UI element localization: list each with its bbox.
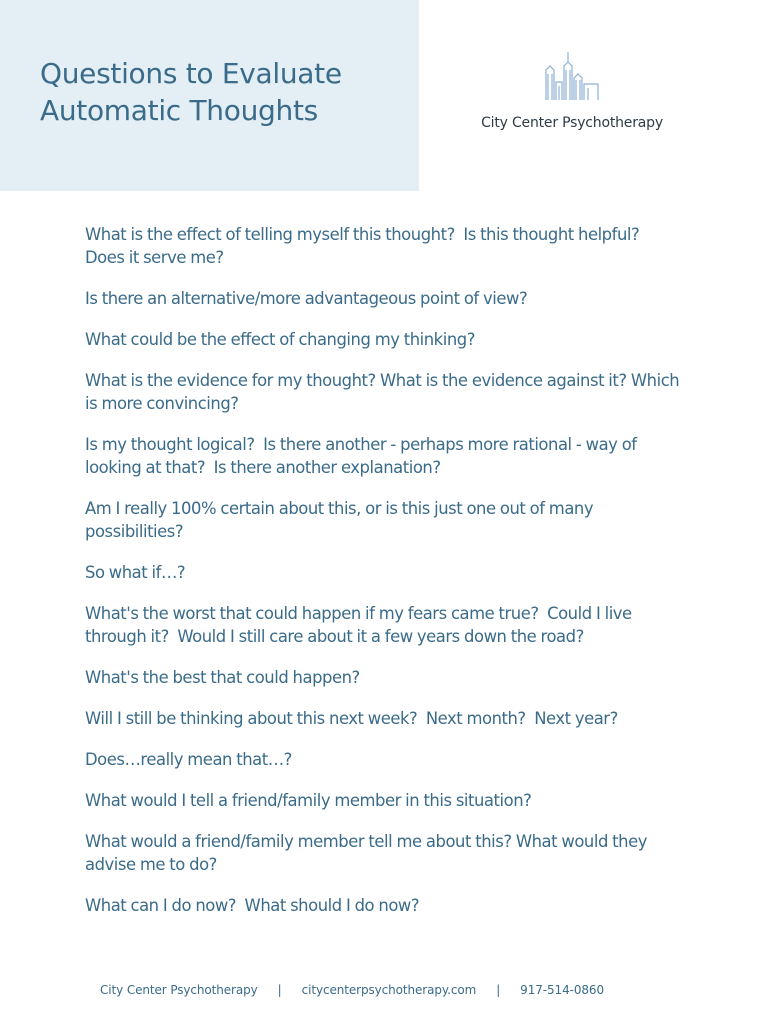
question-item: Is my thought logical? Is there another - perhaps more rational - way of looking at that? Is there another explanation?	[85, 435, 641, 477]
question-item: What's the worst that could happen if my fears came true? Could I live through it? Would I still care about it a few years down the road?	[85, 604, 636, 646]
question-item: What's the best that could happen?	[85, 668, 360, 687]
footer	[100, 983, 604, 997]
question-item: What is the effect of telling myself this thought? Is this thought helpful? Does it serve me?	[85, 225, 648, 267]
footer-phone: 917-514-0860	[520, 983, 604, 997]
question-item: Is there an alternative/more advantageous point of view?	[85, 289, 528, 308]
footer-separator: |	[277, 983, 282, 997]
question-item: What can I do now? What should I do now?	[85, 896, 420, 915]
question-item: Am I really 100% certain about this, or is this just one out of many possibilities?	[85, 499, 598, 541]
question-item: Will I still be thinking about this next week? Next month? Next year?	[85, 709, 618, 728]
footer-website: citycenterpsychotherapy.com	[301, 983, 477, 997]
question-item: What would I tell a friend/family member in this situation?	[85, 791, 532, 810]
brand-name: City Center Psychotherapy	[481, 115, 663, 131]
header-panel	[0, 0, 419, 191]
footer-separator: |	[496, 983, 501, 997]
page-title-line-1: Questions to Evaluate	[40, 57, 342, 90]
question-item: What would a friend/family member tell me about this? What would they advise me to do?	[85, 832, 652, 874]
city-skyline-icon	[542, 48, 602, 104]
footer-name: City Center Psychotherapy	[100, 983, 258, 997]
question-item: So what if…?	[85, 563, 186, 582]
question-item: Does…really mean that…?	[85, 750, 292, 769]
page-title	[40, 55, 342, 129]
question-item: What is the evidence for my thought? What is the evidence against it? Which is more convincing?	[85, 371, 684, 413]
brand-logo	[472, 48, 672, 131]
question-item: What could be the effect of changing my thinking?	[85, 330, 475, 349]
page-title-line-2: Automatic Thoughts	[40, 94, 318, 127]
question-list	[85, 223, 685, 935]
